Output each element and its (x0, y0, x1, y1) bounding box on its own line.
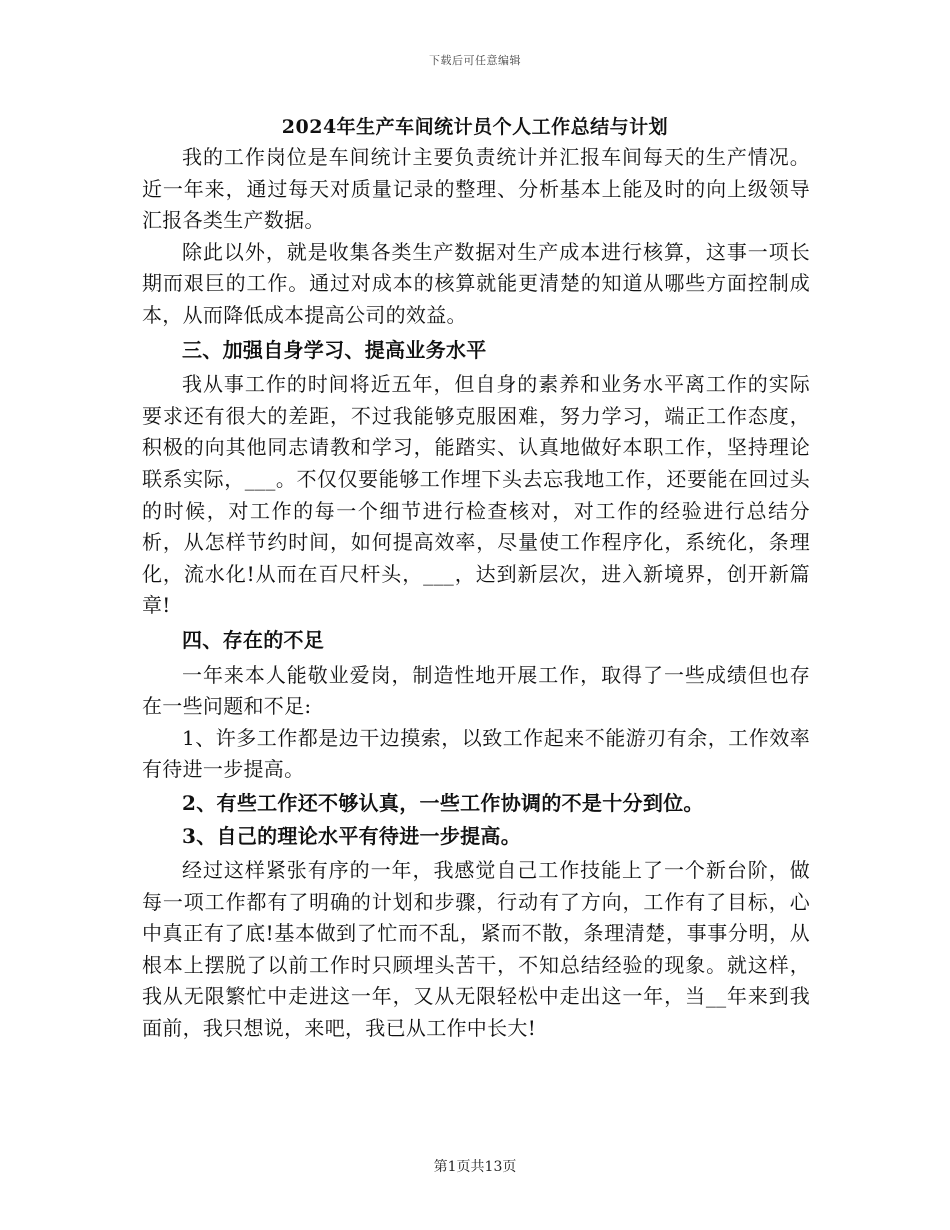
list-item-shortcoming-1: 1、许多工作都是边干边摸索，以致工作起来不能游刃有余，工作效率有待进一步提高。 (142, 725, 810, 782)
page-number: 第1页共13页 (433, 1159, 517, 1175)
list-item-shortcoming-3: 3、自己的理论水平有待进一步提高。 (182, 824, 522, 849)
document-body (142, 142, 810, 1045)
paragraph-conclusion: 经过这样紧张有序的一年，我感觉自己工作技能上了一个新台阶，做每一项工作都有了明确的计划和步骤，行动有了方向，工作有了目标，心中真正有了底!基本做到了忙而不乱，紧而不散，条理清楚，事事分明，从根本上摆脱了以前工作时只顾埋头苦干，不知总结经验的现象。就这样，我从无限繁忙中走进这一年，又从无限轻松中走出这一年，当__年来到我面前，我只想说，来吧，我已从工作中长大! (142, 858, 810, 1041)
paragraph-study: 我从事工作的时间将近五年，但自身的素养和业务水平离工作的实际要求还有很大的差距，不过我能够克服困难，努力学习，端正工作态度，积极的向其他同志请教和学习，能踏实、认真地做好本职工作，坚持理论联系实际，___。不仅仅要能够工作埋下头去忘我地工作，还要能在回过头的时候，对工作的每一个细节进行检查核对，对工作的经验进行总结分析，从怎样节约时间，如何提高效率，尽量使工作程序化，系统化，条理化，流水化!从而在百尺杆头，___，达到新层次，进入新境界，创开新篇章! (142, 372, 810, 618)
paragraph-shortcomings-intro: 一年来本人能敬业爱岗，制造性地开展工作，取得了一些成绩但也存在一些问题和不足: (142, 662, 810, 719)
list-item-shortcoming-2: 2、有些工作还不够认真，一些工作协调的不是十分到位。 (182, 790, 704, 815)
section-heading-shortcomings: 四、存在的不足 (182, 627, 325, 652)
paragraph-job-duty: 我的工作岗位是车间统计主要负责统计并汇报车间每天的生产情况。近一年来，通过每天对质量记录的整理、分析基本上能及时的向上级领导汇报各类生产数据。 (142, 145, 810, 233)
document-title: 2024年生产车间统计员个人工作总结与计划 (281, 116, 669, 138)
section-heading-study: 三、加强自身学习、提高业务水平 (182, 337, 487, 362)
paragraph-cost-accounting: 除此以外，就是收集各类生产数据对生产成本进行核算，这事一项长期而艰巨的工作。通过对成本的核算就能更清楚的知道从哪些方面控制成本，从而降低成本提高公司的效益。 (142, 239, 810, 327)
page-header-note: 下载后可任意编辑 (429, 54, 521, 67)
